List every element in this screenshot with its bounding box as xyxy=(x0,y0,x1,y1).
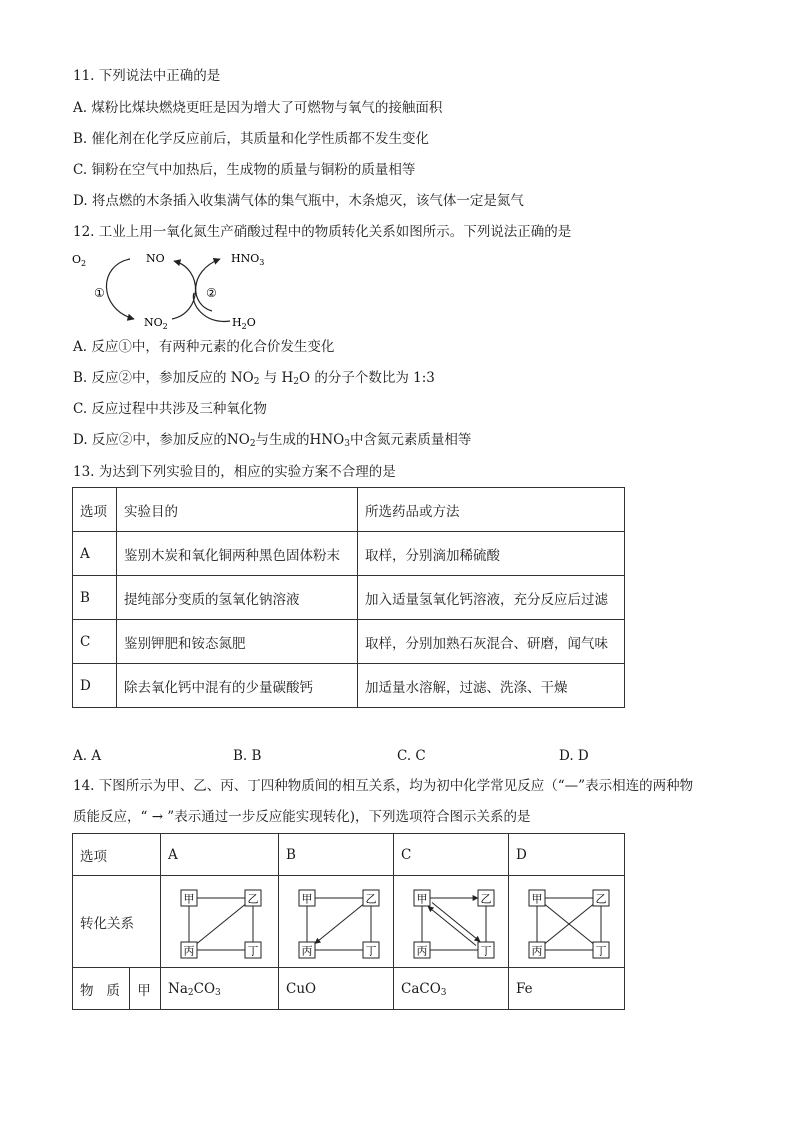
table-cell: A xyxy=(73,532,117,576)
node-label: 丙 xyxy=(301,944,313,957)
table-header-row xyxy=(73,834,625,876)
table-row xyxy=(73,876,625,968)
q11-option-d: D. 将点燃的木条插入收集满气体的集气瓶中，木条熄灭，该气体一定是氮气 xyxy=(73,193,524,209)
node-label: 丁 xyxy=(480,944,492,957)
q13-answer-c: C. C xyxy=(397,748,426,764)
table-cell: D xyxy=(73,664,117,708)
relation-diagram-b xyxy=(279,876,394,968)
reaction2-arc-arrow xyxy=(172,261,196,319)
q12-stem: 12. 工业上用一氧化氮生产硝酸过程中的物质转化关系如图所示。下列说法正确的是 xyxy=(73,224,572,240)
relation-diagram-a xyxy=(161,876,279,968)
jia-b: CuO xyxy=(279,968,394,1010)
q11-option-a: A. 煤粉比煤块燃烧更旺是因为增大了可燃物与氧气的接触面积 xyxy=(73,100,443,116)
table-cell: 鉴别钾肥和铵态氮肥 xyxy=(117,620,358,664)
q13-answer-d: D. D xyxy=(559,748,589,764)
table-cell: C xyxy=(73,620,117,664)
table-header: 选项 xyxy=(73,834,161,876)
q11-stem: 11. 下列说法中正确的是 xyxy=(73,68,221,84)
table-header: D xyxy=(509,834,625,876)
node-label: 甲 xyxy=(531,892,543,905)
table-row xyxy=(73,664,625,708)
node-label: 甲 xyxy=(301,892,313,905)
q14-table xyxy=(72,833,625,1010)
table-header-row xyxy=(73,488,625,532)
table-header: A xyxy=(161,834,279,876)
relation-arrow xyxy=(432,902,480,941)
q14-stem-line1: 14. 下图所示为甲、乙、丙、丁四种物质间的相互关系，均为初中化学常见反应（“—”表示相连的两种物 xyxy=(73,778,694,794)
relation-line xyxy=(197,904,245,943)
jia-a: $Na_2CO_3$ xyxy=(161,968,279,1010)
table-header: 选项 xyxy=(73,488,117,532)
substance-label: 物 质 xyxy=(73,968,130,1010)
node-label: 丙 xyxy=(416,944,428,957)
table-cell: 除去氧化钙中混有的少量碳酸钙 xyxy=(117,664,358,708)
q12-option-c: C. 反应过程中共涉及三种氧化物 xyxy=(73,401,267,417)
relation-arrow xyxy=(428,906,476,945)
q12-option-a: A. 反应①中，有两种元素的化合价发生变化 xyxy=(73,339,335,355)
table-row xyxy=(73,620,625,664)
q11-option-c: C. 铜粉在空气中加热后，生成物的质量与铜粉的质量相等 xyxy=(73,162,416,178)
q14-stem-line2: 质能反应，“ → ”表示通过一步反应能实现转化)，下列选项符合图示关系的是 xyxy=(73,809,531,825)
table-row xyxy=(73,576,625,620)
node-label: 丙 xyxy=(183,944,195,957)
q13-table xyxy=(72,487,625,708)
table-header: B xyxy=(279,834,394,876)
hno3-label: $HNO_3$ xyxy=(231,252,265,267)
reaction2-marker: ② xyxy=(206,286,217,300)
node-label: 乙 xyxy=(247,892,259,905)
q13-stem: 13. 为达到下列实验目的，相应的实验方案不合理的是 xyxy=(73,464,396,480)
q12-option-d: D. 反应②中，参加反应的$NO_2$与生成的$HNO_3$中含氮元素质量相等 xyxy=(73,432,472,449)
node-label: 甲 xyxy=(416,892,428,905)
node-label: 乙 xyxy=(365,892,377,905)
node-label: 丙 xyxy=(531,944,543,957)
node-label: 乙 xyxy=(480,892,492,905)
reaction1-arc-arrow xyxy=(106,259,134,319)
relation-arrow xyxy=(315,904,363,943)
q13-answer-b: B. B xyxy=(233,748,262,764)
node-label: 甲 xyxy=(183,892,195,905)
no-to-hno3-arrow xyxy=(196,259,220,311)
jia-c: CaCO$_3$ xyxy=(394,968,509,1010)
table-cell: 鉴别木炭和氧化铜两种黑色固体粉末 xyxy=(117,532,358,576)
table-row xyxy=(73,532,625,576)
table-cell: 提纯部分变质的氢氧化钠溶液 xyxy=(117,576,358,620)
q13-answer-a: A. A xyxy=(73,748,102,764)
table-cell: 加入适量氢氧化钙溶液，充分反应后过滤 xyxy=(358,576,625,620)
o2-label: $O_2$ xyxy=(72,253,87,268)
table-cell: 取样，分别加熟石灰混合、研磨，闻气味 xyxy=(358,620,625,664)
table-cell: 取样，分别滴加稀硫酸 xyxy=(358,532,625,576)
node-label: 丁 xyxy=(365,944,377,957)
relation-diagram-c xyxy=(394,876,509,968)
table-header: C xyxy=(394,834,509,876)
jia-label: 甲 xyxy=(130,968,161,1010)
no-label: NO xyxy=(146,252,165,265)
table-cell: 加适量水溶解，过滤、洗涤、干燥 xyxy=(358,664,625,708)
relation-diagram-d xyxy=(509,876,625,968)
reaction1-marker: ① xyxy=(94,286,105,300)
h2o-label: $H_2O$ xyxy=(232,316,256,331)
relation-label: 转化关系 xyxy=(73,876,161,968)
q11-option-b: B. 催化剂在化学反应前后，其质量和化学性质都不发生变化 xyxy=(73,131,430,147)
table-header: 实验目的 xyxy=(117,488,358,532)
jia-d: Fe xyxy=(509,968,625,1010)
table-row xyxy=(73,968,625,1010)
table-header: 所选药品或方法 xyxy=(358,488,625,532)
node-label: 丁 xyxy=(247,944,259,957)
node-label: 乙 xyxy=(595,892,607,905)
no2-label: $NO_2$ xyxy=(144,316,168,331)
node-label: 丁 xyxy=(595,944,607,957)
nitric-acid-cycle-diagram xyxy=(70,247,270,333)
q12-option-b: B. 反应②中，参加反应的 $NO_2$ 与 $H_2O$ 的分子个数比为 1:3 xyxy=(73,370,435,387)
table-cell: B xyxy=(73,576,117,620)
